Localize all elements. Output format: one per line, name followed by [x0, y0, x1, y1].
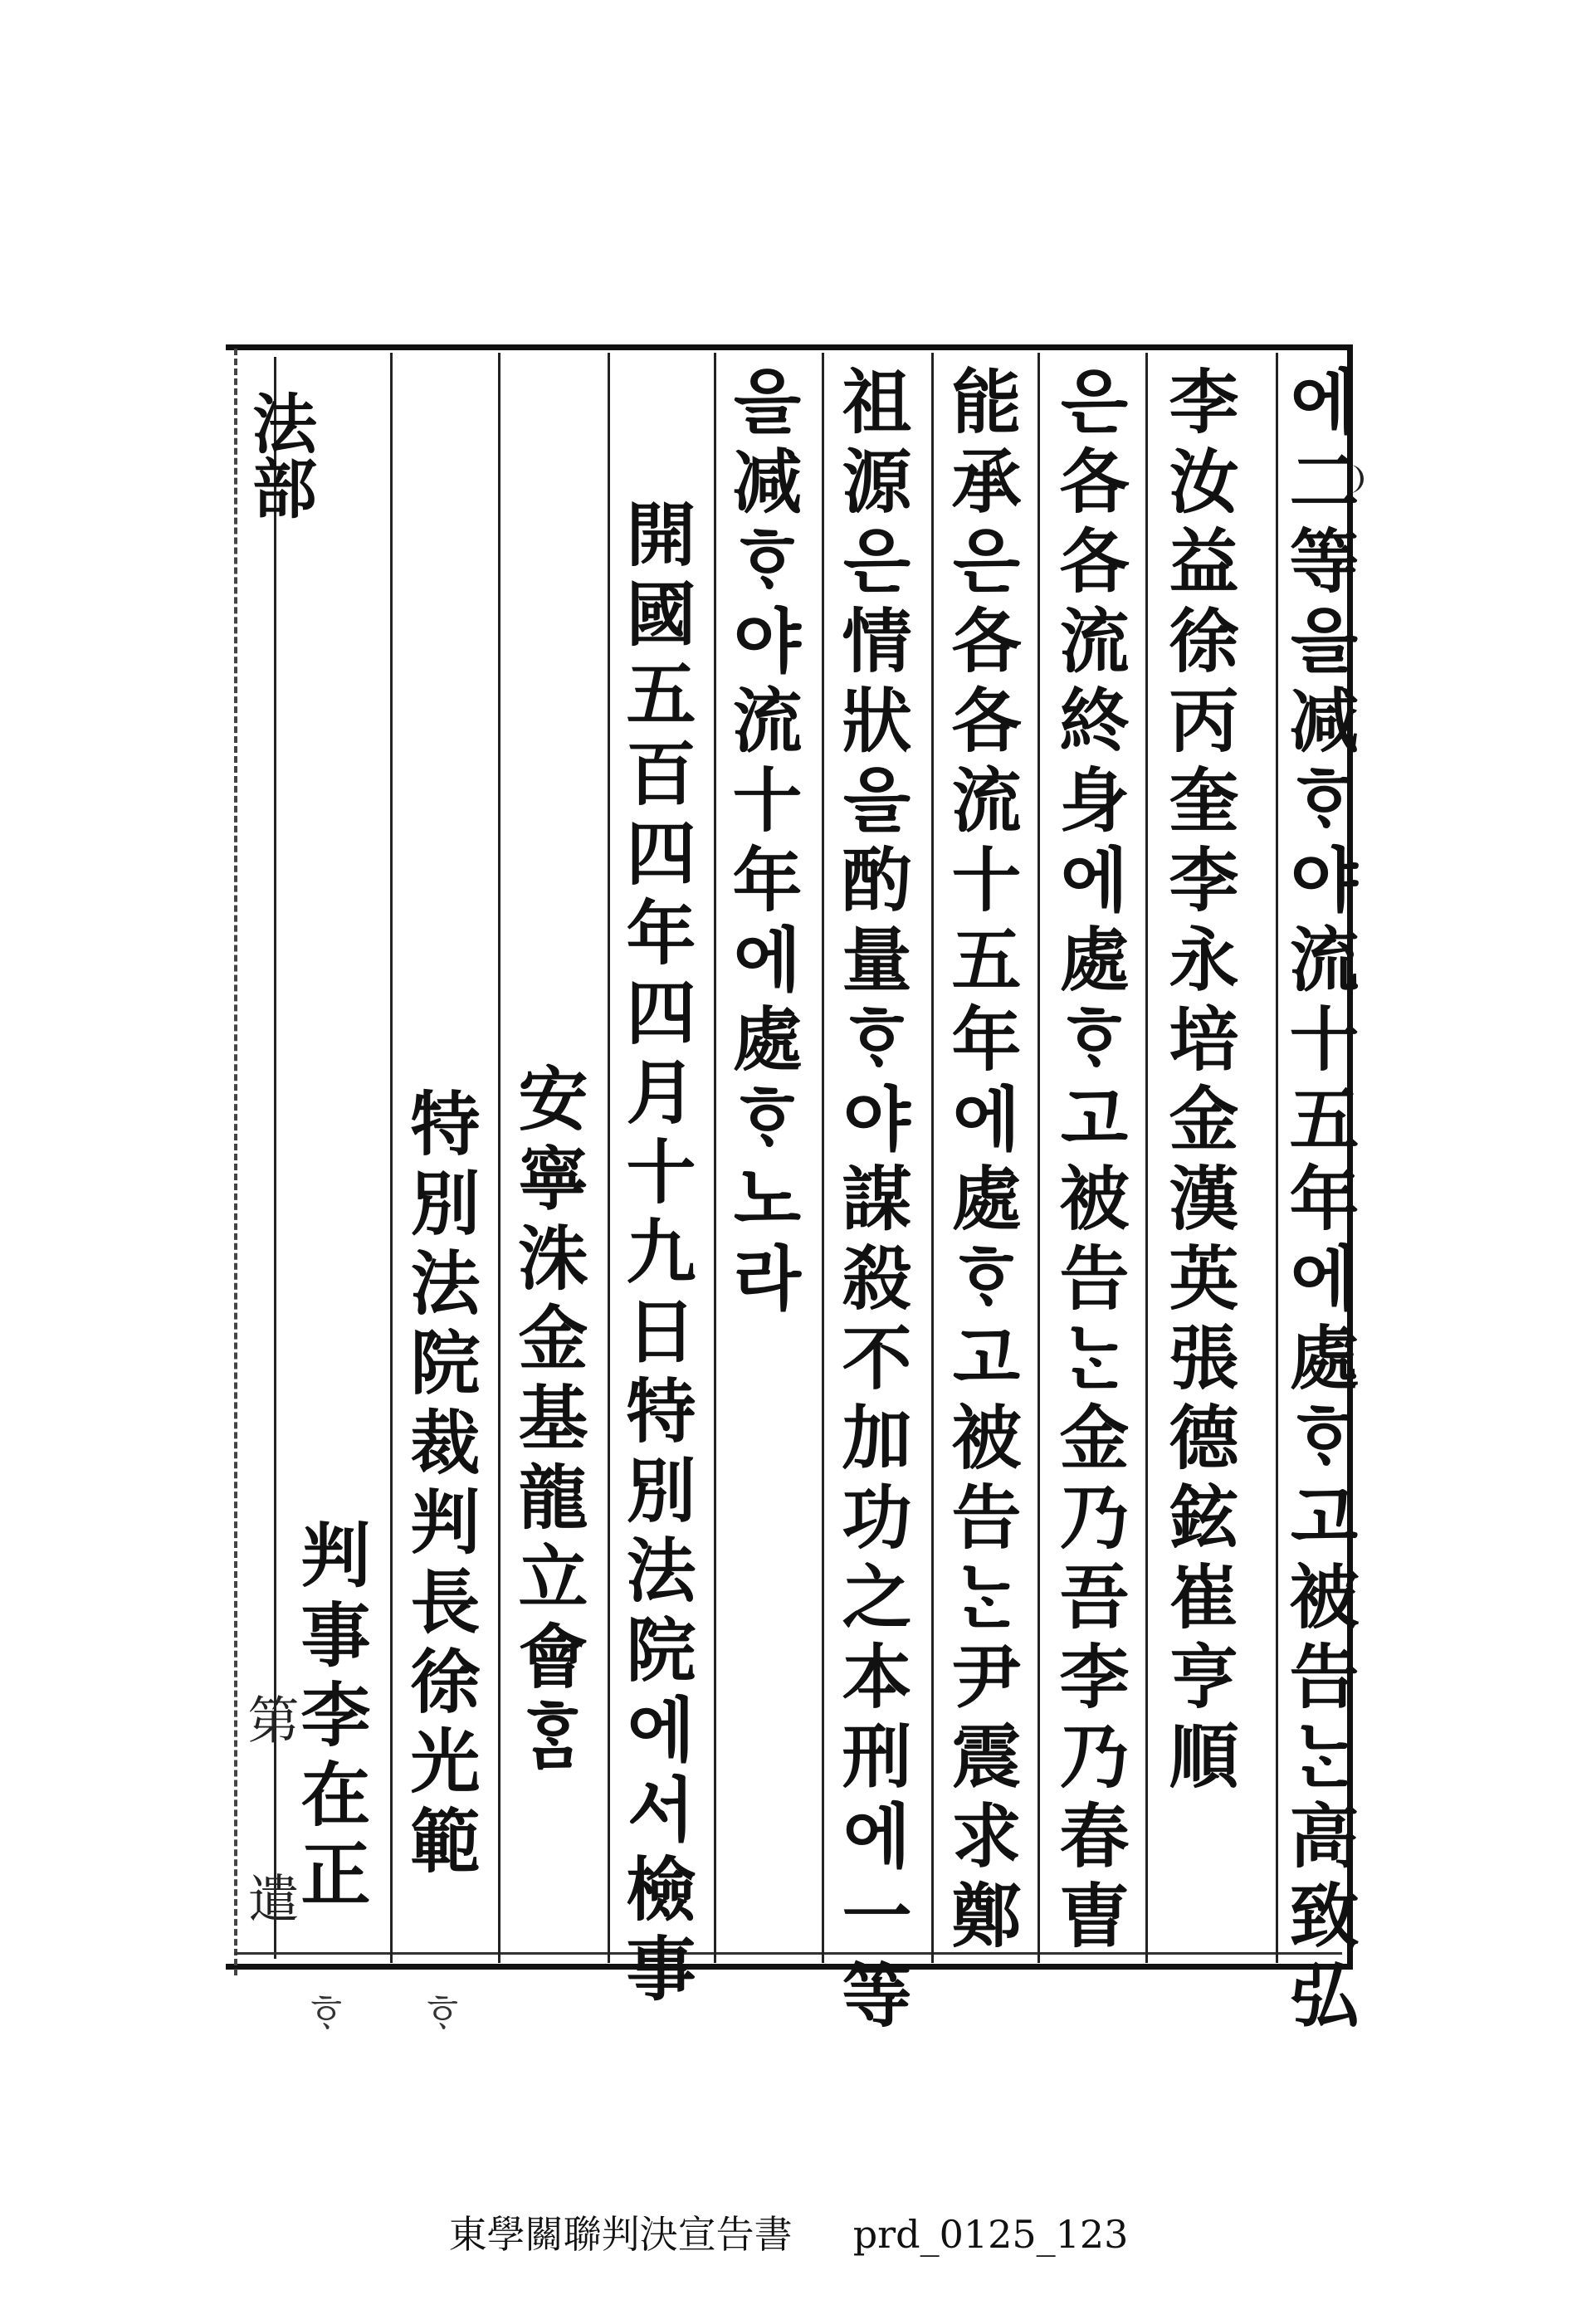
caption-title: 東學關聯判決宣告書	[448, 2212, 793, 2257]
text-column-2: 李汝益徐丙奎李永培金漢英張德鉉崔亨順	[1158, 365, 1240, 1799]
column-rule	[822, 353, 824, 1963]
text-column-1: 에二等을减ᄒᆞ야流十五年에處ᄒᆞ고被告ᄂᆞᆫ高致弘	[1278, 365, 1360, 2038]
text-column-5: 祖源은情狀을酌量ᄒᆞ야謀殺不加功之本刑에一等	[831, 365, 913, 2038]
text-column-3: 은各各流終身에處ᄒᆞ고被告ᄂᆞᆫ金乃吾李乃春曺	[1048, 365, 1130, 1959]
text-column-10: 判事李在正	[290, 1519, 372, 1917]
text-column-4: 能承은各各流十五年에處ᄒᆞ고被告ᄂᆞᆫ尹震求鄭	[940, 365, 1023, 1959]
column-rule	[714, 353, 716, 1963]
column-rule	[1145, 353, 1148, 1963]
text-column-8: 安寧洙金基龍立會ᄒᆞᆷ	[507, 1062, 589, 1780]
margin-tab-label: 法部	[242, 390, 317, 520]
column-rule	[931, 353, 934, 1963]
frame-bottom-rule	[234, 1952, 1342, 1955]
column-rule	[498, 353, 500, 1963]
page-caption	[0, 2204, 1577, 2259]
text-column-6: 을减ᄒᆞ야流十年에處ᄒᆞ노라	[721, 365, 803, 1321]
caption-id: prd_0125_123	[852, 2212, 1129, 2257]
margin-page-number: 第 遣	[239, 1693, 300, 1956]
below-frame-mark: ᄒᆞ	[307, 1991, 346, 2038]
text-column-7: 開國五百四年四月十九日特別法院에서檢事	[615, 498, 697, 2012]
text-column-9: 特別法院裁判長徐光範	[399, 1087, 481, 1884]
below-frame-mark: ᄒᆞ	[423, 1991, 462, 2038]
column-rule	[1038, 353, 1040, 1963]
column-rule	[608, 353, 610, 1963]
column-rule	[390, 353, 393, 1963]
